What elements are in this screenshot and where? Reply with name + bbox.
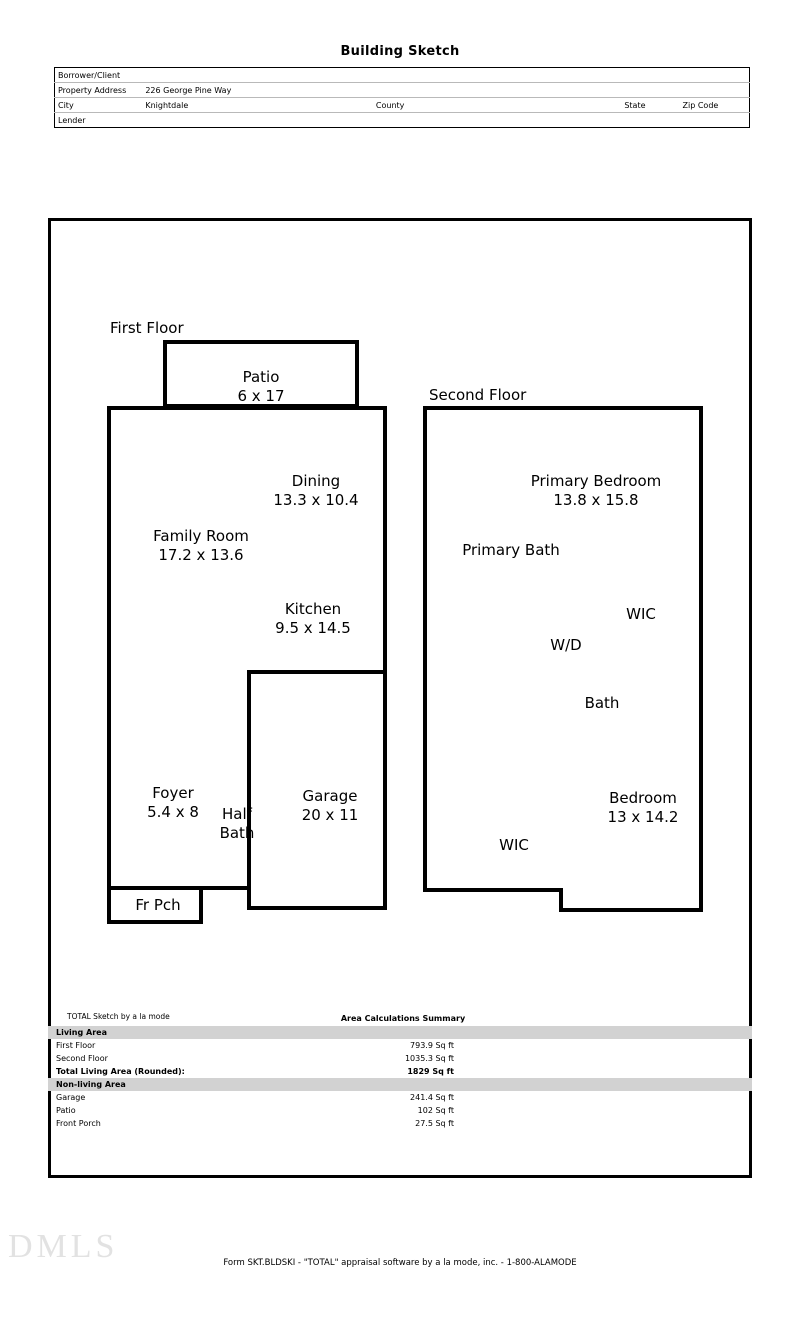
page-title: Building Sketch (340, 44, 460, 59)
room-foyer: Foyer 5.4 x 8 (147, 784, 199, 821)
second-floor-area-name: Second Floor (56, 1053, 108, 1063)
zip-code-label: Zip Code (680, 98, 750, 113)
first-floor-wall-bottom (107, 886, 251, 890)
city-value: Knightdale (142, 98, 373, 113)
room-bedroom: Bedroom 13 x 14.2 (607, 789, 679, 826)
table-row (55, 98, 750, 113)
non-living-area-header: Non-living Area (48, 1078, 350, 1091)
room-garage: Garage 20 x 11 (301, 787, 359, 824)
room-dining: Dining 13.3 x 10.4 (273, 472, 359, 509)
room-wic-primary: WIC (626, 605, 656, 623)
total-living-area-row (48, 1065, 752, 1078)
county-value (447, 98, 622, 113)
table-row (48, 1091, 752, 1104)
borrower-value (142, 68, 749, 83)
lender-label: Lender (58, 115, 86, 125)
living-area-header-row (48, 1026, 752, 1039)
second-floor-wall-bottom-left (423, 888, 563, 892)
front-porch-wall-bottom (107, 920, 203, 924)
room-kitchen: Kitchen 9.5 x 14.5 (275, 600, 351, 637)
property-info-table (54, 67, 750, 128)
property-address-label: Property Address (55, 83, 143, 98)
second-floor-area-value: 1035.3 Sq ft (404, 1053, 454, 1063)
room-patio: Patio 6 x 17 (237, 368, 285, 405)
living-area-header: Living Area (48, 1026, 350, 1039)
room-bath: Bath (584, 694, 620, 712)
second-floor-wall-bottom-right (559, 908, 703, 912)
watermark-logo: DMLS (8, 1228, 119, 1265)
first-floor-label: First Floor (110, 319, 184, 337)
first-floor-area-name: First Floor (56, 1040, 96, 1050)
area-calculations-title: Area Calculations Summary (340, 1014, 466, 1023)
second-floor-label: Second Floor (429, 386, 527, 404)
patio-wall-left (163, 340, 167, 408)
room-family-room: Family Room 17.2 x 13.6 (153, 527, 249, 564)
garage-area-value: 241.4 Sq ft (410, 1092, 454, 1102)
front-porch-area-value: 27.5 Sq ft (415, 1118, 454, 1128)
first-floor-wall-top (107, 406, 387, 410)
garage-area-name: Garage (56, 1092, 86, 1102)
room-front-porch: Fr Pch (135, 896, 181, 914)
county-label: County (373, 98, 447, 113)
living-area-header-rest (458, 1026, 752, 1039)
state-label: State (621, 98, 679, 113)
table-row (48, 1052, 752, 1065)
patio-area-name: Patio (56, 1105, 76, 1115)
form-footer: Form SKT.BLDSKI - "TOTAL" appraisal software by a la mode, inc. - 1-800-ALAMODE (223, 1258, 577, 1268)
table-row (55, 83, 750, 98)
patio-area-value: 102 Sq ft (417, 1105, 454, 1115)
garage-wall-left (247, 670, 251, 910)
patio-wall-top (163, 340, 359, 344)
first-floor-wall-left (107, 406, 111, 906)
first-floor-area-value: 793.9 Sq ft (410, 1040, 454, 1050)
front-porch-area-name: Front Porch (56, 1118, 101, 1128)
first-floor-wall-kitchen-bottom (247, 670, 387, 674)
second-floor-wall-right (699, 406, 703, 912)
total-living-area-value: 1829 Sq ft (407, 1066, 454, 1076)
second-floor-wall-top (423, 406, 703, 410)
sketch-credit: TOTAL Sketch by a la mode (67, 1012, 170, 1021)
patio-wall-right (355, 340, 359, 408)
room-laundry: W/D (550, 636, 582, 654)
property-address-value: 226 George Pine Way (142, 83, 749, 98)
front-porch-wall-left (107, 886, 111, 924)
area-calculations-table (48, 1026, 752, 1130)
city-label: City (55, 98, 143, 113)
table-row (55, 68, 750, 83)
table-row (55, 113, 750, 128)
non-living-area-header-row (48, 1078, 752, 1091)
table-row (48, 1117, 752, 1130)
room-primary-bedroom: Primary Bedroom 13.8 x 15.8 (530, 472, 662, 509)
lender-value (142, 113, 749, 128)
room-primary-bath: Primary Bath (462, 541, 560, 559)
living-area-header-spacer (350, 1026, 458, 1039)
garage-wall-bottom (247, 906, 387, 910)
room-wic-bedroom: WIC (499, 836, 529, 854)
table-row (48, 1104, 752, 1117)
second-floor-wall-left (423, 406, 427, 892)
total-living-area-label: Total Living Area (Rounded): (56, 1066, 185, 1076)
table-row (48, 1039, 752, 1052)
first-floor-wall-right-upper (383, 406, 387, 674)
room-half-bath: Half Bath (219, 805, 255, 842)
borrower-label: Borrower/Client (55, 68, 143, 83)
